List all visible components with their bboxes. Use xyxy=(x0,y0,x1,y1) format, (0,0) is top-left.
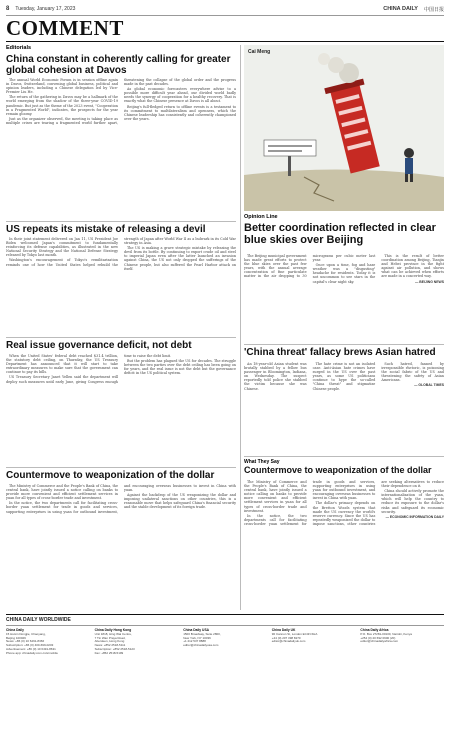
brand-name: CHINA DAILY xyxy=(383,6,418,12)
footer-contact-head: China Daily xyxy=(6,628,24,632)
paragraph: The dollar's primacy depends on the Bretton Woods system that made the US currency the world's reserve currency. Since the US has repeatedly weaponized the dollar to impose sanctions, other countries are seeking alternatives to reduce their dependence on it. xyxy=(312,480,444,526)
footer-line: +254 (0) 20 692 0900 (20) xyxy=(360,635,396,640)
footer-line: P.O. Box 27281-00100, Nairobi, Kenya xyxy=(360,631,412,636)
footer-line: Unit 1818, Hing Wai Centre, xyxy=(94,631,132,636)
paragraph: China should actively promote the internationalization of the yuan, which will help the country to reduce its exposure to the dollar's risks and safeguard its economic security. xyxy=(381,489,444,514)
cartoonist-byline: Cai Meng xyxy=(248,49,271,55)
paragraph: The US is making a grave strategic mistake by releasing the devil from its bottle. By continuing to export crude oil and steel to imperial Japan even after the latter launched an invasion against China, the US not only dropped the sufferings of the Chinese people, but also suffered the Pearl Harbor attack on itself. xyxy=(124,246,236,271)
paragraph: But the problem has plagued the US for decades. The struggle between the two parties over the debt ceiling has been going on for years, and the real issue is not the debt but the governance deficit in the US political system. xyxy=(124,359,236,376)
editorials-label: Editorials xyxy=(6,45,32,51)
editorial1-headline: China constant in coherently calling for greater global cohesion at Davos xyxy=(6,54,231,76)
footer xyxy=(6,614,444,744)
opinion-line-label: Opinion Line xyxy=(244,214,278,220)
paragraph: Once upon a time, fog and haze weather was a "disgusting" headache for residents. Today it is not uncommon to see stars in the capital's clear night sky. xyxy=(312,263,376,284)
footer-title: CHINA DAILY WORLDWIDE xyxy=(6,615,444,626)
paragraph: In the notice, the two departments call for facilitating cross-border yuan settlement for trade in goods and services, supporting enterprises in using yuan for outbound investment, and encouraging overseas businesses to invest in China with yuan. xyxy=(6,484,236,514)
footer-line: +44 (0) 207 398 8270 xyxy=(271,635,301,640)
source-signature: — GLOBAL TIMES xyxy=(414,383,444,388)
paragraph: The Ministry of Commerce and the People's Bank of China, the central bank, have jointly issued a notice calling on banks to provide more convenient and efficient settlement services in yuan for all types of cross-border trade and investment. xyxy=(244,480,307,513)
footer-contacts xyxy=(6,626,444,656)
paragraph: The return of the gathering in Davos may be a hallmark of the world emerging from the shadow of the three-year COVID-19 pandemic. But just as the theme of the 2023 event, "Cooperation in a Fragmented World", indicates, the prospects for the year remain gloomy. xyxy=(6,95,118,116)
divider xyxy=(6,467,236,468)
dollar-article-body xyxy=(244,480,444,610)
beijing-skies-headline: Better coordination reflected in clear blue skies over Beijing xyxy=(244,222,436,247)
footer-line: New York, NY 10036 xyxy=(183,635,211,640)
divider xyxy=(6,221,236,222)
masthead-rule xyxy=(6,41,444,42)
footer-line: Aberdeen, Hong Kong xyxy=(94,639,125,644)
paragraph: An 18-year-old Asian student was brutally stabbed by a fellow bus passenger in Bloomington, Indiana, on Wednesday. The suspect reportedly told police she stabbed the victim because she was Chinese. xyxy=(244,362,307,391)
paragraph: The Ministry of Commerce and the People's Bank of China, the central bank, have jointly issued a notice calling on banks to provide more convenient and efficient settlement services in yuan for all types of cross-border trade and investment. xyxy=(6,484,118,501)
paragraph: Such hatred, fanned by irresponsible rhetoric, is poisoning the social fabric of the US and threatening the safety of Asian Americans. xyxy=(381,362,444,383)
paragraph: The Beijing municipal government has made great efforts to protect the blue skies over the past few years, with the annual average concentration of fine particulate matter in the air dropping to 30 micrograms per cubic meter last year. xyxy=(244,254,376,279)
paragraph: Against the backdrop of the US weaponizing the dollar and imposing unilateral sanctions on other countries, this is a reasonable move that helps safeguard China's financial security and the stable development of its foreign trade. xyxy=(124,493,236,510)
paragraph: This is the result of better coordination among Beijing, Tianjin and Hebei province in the fight against air pollution, and shows what can be achieved when efforts are made in a concerted way. xyxy=(381,254,444,279)
paragraph: The annual World Economic Forum is in session offline again in Davos, Switzerland, convening global business, political and opinion leaders, including a Chinese delegation led by Vice-Premier Liu He. xyxy=(6,78,118,95)
footer-line: Advertisement: +86 (0) 10 6491-8631 xyxy=(6,646,56,651)
editorial-cartoon xyxy=(244,45,444,211)
page-number: 8 xyxy=(6,6,10,12)
footer-contact-head: China Daily Hong Kong xyxy=(94,628,132,632)
dollar-article-left-body xyxy=(6,484,236,608)
footer-contact-head: China Daily Africa xyxy=(360,628,389,632)
paragraph: US Treasury Secretary Janet Yellen said the department will deploy such measures until early June, giving Congress enough time to raise the debt limit. xyxy=(6,354,172,384)
debt-article-headline: Real issue governance deficit, not debt xyxy=(6,340,192,351)
dollar-article-headline: Countermove to weaponization of the dollar xyxy=(244,465,432,475)
footer-line: 1500 Broadway, Suite 2800, xyxy=(183,631,221,636)
footer-contact-head: China Daily UK xyxy=(271,628,296,632)
column-divider xyxy=(240,45,241,610)
footer-line: News: +852 2518-5111 xyxy=(94,643,126,648)
editorial2-headline: US repeats its mistake of releasing a devil xyxy=(6,224,206,235)
footer-line: News: +86 (0) 10 6491-8366 xyxy=(6,639,45,644)
footer-line: +1 212 537 8888 xyxy=(183,639,206,644)
section-masthead: COMMENT xyxy=(6,16,124,40)
china-threat-body xyxy=(244,362,444,454)
divider xyxy=(244,456,444,457)
source-signature: — BEIJING NEWS xyxy=(414,279,444,284)
footer-contact-block xyxy=(183,629,267,656)
divider xyxy=(6,337,236,338)
editorial1-body xyxy=(6,78,236,220)
brand-name-cn: 中国日报 xyxy=(423,6,444,13)
footer-line: editor@chinadailyuk.com xyxy=(271,639,306,644)
divider xyxy=(244,344,444,345)
paragraph: Just as the organizer observed, the meeting is taking place as multiple crises are tearing a fragmented world further apart, threatening the collapse of the global order and the progress made in the past decades. xyxy=(6,78,236,125)
paragraph: Washington's encouragement of Tokyo's remilitarization reminds one of how the United States helped rebuild the strength of Japan after World War II as a bulwark in its Cold War strategy in Asia. xyxy=(6,237,236,267)
footer-contact-head: China Daily USA xyxy=(183,628,210,632)
issue-date: Tuesday, January 17, 2023 xyxy=(15,6,76,12)
footer-line: 7 Tin Wan Praya Road, xyxy=(94,635,126,640)
footer-contact-block xyxy=(95,629,179,656)
what-they-say-label: What They Say xyxy=(244,459,280,465)
footer-line: editor@chinadailyafrica.com xyxy=(360,639,399,644)
footer-line: Beijing 100029 xyxy=(6,635,26,640)
footer-line: 90 Cannon St, London EC4N 6HA xyxy=(271,631,318,636)
footer-line: Phone app: chinadaily.com.cn/e/mobile xyxy=(6,650,58,655)
source-signature: — ECONOMIC INFORMATION DAILY xyxy=(385,514,444,519)
footer-line: 15 Huixin Dongjie, Chaoyang, xyxy=(6,631,46,636)
paragraph: In their joint statement delivered on Jan 11, US President Joe Biden welcomed Japan's commitment to fundamentally reinforcing its defense capabilities, as illustrated in the new National Security Strategy and the National Defense Strategy released by Tokyo last month. xyxy=(6,237,118,258)
footer-line: Fax: +852 2518-5199 xyxy=(94,650,124,655)
paragraph: The hate crime is not an isolated case. Anti-Asian hate crimes have surged in the US over the past years, as some US politicians continue to hype the so-called "China threat" and stigmatize Chinese people. xyxy=(312,362,376,391)
beijing-skies-body xyxy=(244,254,444,342)
page-header xyxy=(6,4,444,14)
paragraph: When the United States' federal debt reached $31.4 trillion, the statutory debt ceiling, on Thursday, the US Treasury Department has announced that it will start to take extraordinary measures to make sure that the government can continue to pay its bills. xyxy=(6,354,118,375)
paragraph: Beijing's full-fledged return to offline events is a testament to its commitment to multilateralism and openness, which the Chinese leadership has consistently and coherently championed over the years. xyxy=(124,104,236,121)
footer-contact-block xyxy=(272,629,356,656)
debt-article-body xyxy=(6,354,236,464)
dollar-article-left-headline: Countermove to weaponization of the dollar xyxy=(6,470,215,481)
china-threat-headline: 'China threat' fallacy brews Asian hatred xyxy=(244,347,436,358)
footer-line: Subscription: +852 2518-5123 xyxy=(94,646,135,651)
paragraph: As global economic forecasters everywhere advise to a possible more difficult year ahead, our divided world badly needs the synergy of cooperation for a healthy recovery. That is exactly what the Chinese presence at Davos is all about. xyxy=(124,87,236,104)
paragraph: In the notice, the two departments call for facilitating cross-border yuan settlement for trade in goods and services, supporting enterprises in using yuan for outbound investment, and encouraging overseas businesses to invest in China with yuan. xyxy=(244,480,376,526)
editorial2-body xyxy=(6,237,236,335)
footer-line: editor@chinadailyusa.com xyxy=(183,643,219,648)
footer-contact-block xyxy=(360,629,444,656)
footer-line: Subscription: +86 (0) 400-699-0203 xyxy=(6,643,54,648)
footer-contact-block xyxy=(6,629,90,656)
cartoon-illustration-icon xyxy=(244,45,444,211)
